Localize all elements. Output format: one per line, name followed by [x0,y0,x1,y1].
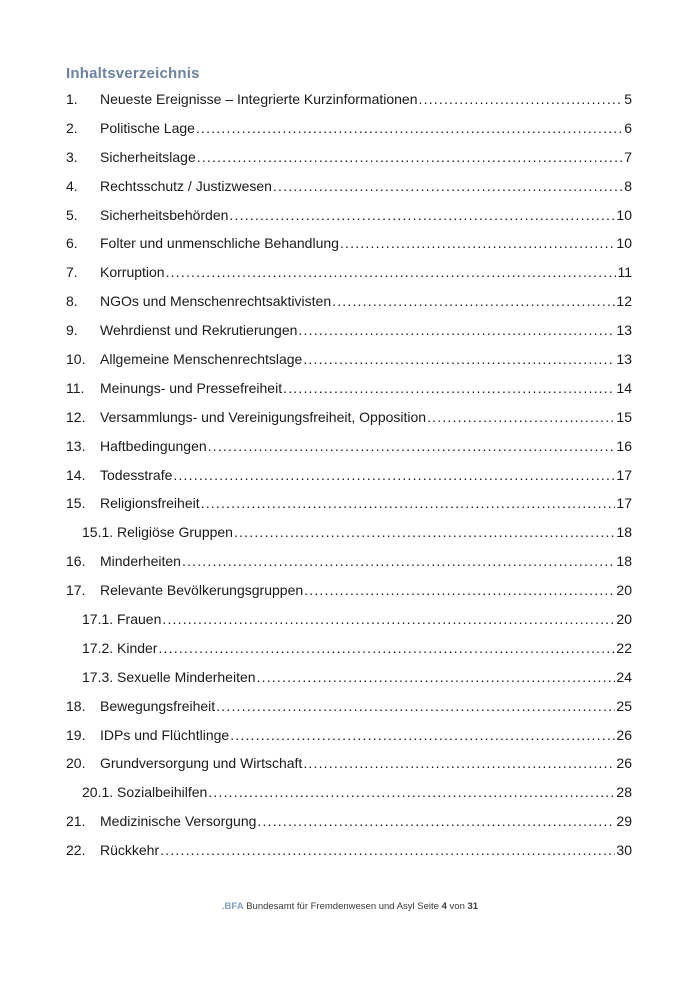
toc-row[interactable] [66,229,632,258]
toc-row[interactable] [66,749,632,778]
toc-row[interactable] [66,143,632,172]
toc-item-page: 26 [616,726,632,743]
toc-item-label: Rechtsschutz / Justizwesen [100,177,272,194]
toc-item-label: IDPs und Flüchtlinge [100,726,230,743]
toc-row[interactable] [66,172,632,201]
toc-item-number: 17. [66,582,86,599]
toc-item-number: 20.1. [82,784,114,801]
footer-org-text: Bundesamt für Fremdenwesen und Asyl [246,901,415,912]
bfa-logo-text: .BFA [221,901,244,912]
toc-item-page: 13 [616,351,632,368]
toc-item-label: Korruption [100,264,165,281]
toc-item-page: 20 [616,611,632,628]
toc-item-number: 7. [66,264,78,281]
footer-of-label: von [449,901,465,912]
toc-item-label: Meinungs- und Pressefreiheit [100,379,283,396]
toc-row[interactable] [66,634,632,663]
toc-dot-leader [234,518,615,547]
toc-dot-leader [182,547,615,576]
toc-dot-leader [340,229,615,258]
toc-row[interactable] [66,403,632,432]
toc-dot-leader [283,374,615,403]
toc-row[interactable] [66,461,632,490]
toc-item-label: Folter und unmenschliche Behandlung [100,235,339,252]
toc-list [66,85,632,865]
toc-item-page: 18 [616,524,632,541]
toc-dot-leader [427,403,615,432]
toc-item-number: 16. [66,553,86,570]
toc-item-label: Bewegungsfreiheit [100,697,216,714]
toc-row[interactable] [66,836,632,865]
toc-dot-leader [197,143,623,172]
toc-item-page: 12 [616,293,632,310]
toc-item-page: 6 [624,119,632,136]
toc-row[interactable] [66,432,632,461]
toc-item-page: 13 [616,322,632,339]
toc-item-label: Politische Lage [100,119,195,136]
toc-item-number: 5. [66,206,78,223]
toc-dot-leader [160,836,615,865]
toc-dot-leader [257,807,615,836]
toc-item-page: 28 [616,784,632,801]
toc-item-number: 4. [66,177,78,194]
toc-item-label: Sexuelle Minderheiten [117,668,256,685]
toc-row[interactable] [66,605,632,634]
toc-row[interactable] [66,663,632,692]
toc-item-page: 5 [624,91,632,107]
toc-row[interactable] [66,345,632,374]
toc-item-number: 11. [66,379,85,396]
toc-dot-leader [230,721,615,750]
toc-item-page: 14 [616,379,632,396]
toc-item-number: 15. [66,495,86,512]
toc-row[interactable] [66,85,632,114]
footer-page-label: Seite [417,901,439,912]
toc-item-page: 15 [616,408,632,425]
toc-item-label: Versammlungs- und Vereinigungsfreiheit, Opposition [100,408,427,425]
toc-dot-leader [173,461,615,490]
toc-dot-leader [257,663,616,692]
toc-dot-leader [273,172,623,201]
toc-dot-leader [216,692,615,721]
toc-row[interactable] [66,807,632,836]
toc-dot-leader [208,778,615,807]
toc-item-number: 21. [66,813,86,830]
toc-item-number: 15.1. [82,524,114,541]
toc-item-label: Minderheiten [100,553,181,570]
toc-row[interactable] [66,778,632,807]
footer-page-total: 31 [467,901,479,912]
toc-item-number: 20. [66,755,86,772]
toc-row[interactable] [66,721,632,750]
toc-dot-leader [158,634,615,663]
toc-item-page: 8 [624,177,632,194]
toc-item-number: 17.3. [82,668,114,685]
toc-item-label: Religionsfreiheit [100,495,200,512]
toc-row[interactable] [66,258,632,287]
toc-item-label: Wehrdienst und Rekrutierungen [100,322,298,339]
toc-item-page: 10 [616,206,632,223]
toc-item-page: 10 [616,235,632,252]
toc-row[interactable] [66,201,632,230]
toc-item-page: 29 [616,813,632,830]
toc-item-number: 19. [66,726,86,743]
toc-item-number: 6. [66,235,78,252]
toc-item-label: Sicherheitsbehörden [100,206,229,223]
toc-dot-leader [304,576,615,605]
toc-item-label: Frauen [117,611,162,628]
toc-item-number: 2. [66,119,78,136]
toc-row[interactable] [66,547,632,576]
toc-item-number: 12. [66,408,86,425]
toc-dot-leader [166,258,617,287]
toc-item-number: 3. [66,148,78,165]
toc-item-label: Haftbedingungen [100,437,207,454]
toc-item-page: 18 [616,553,632,570]
toc-item-label: Sicherheitslage [100,148,196,165]
toc-item-label: Religiöse Gruppen [117,524,233,541]
toc-item-page: 11 [617,264,632,281]
toc-item-number: 1. [66,91,78,107]
toc-dot-leader [201,489,616,518]
toc-dot-leader [303,345,615,374]
toc-item-number: 8. [66,293,78,310]
toc-item-page: 30 [616,842,632,859]
toc-item-page: 25 [616,697,632,714]
toc-item-number: 18. [66,697,86,714]
toc-item-number: 17.1. [82,611,114,628]
toc-row[interactable] [66,692,632,721]
toc-row[interactable] [66,316,632,345]
page-footer [0,901,700,912]
toc-heading: Inhaltsverzeichnis [66,65,200,82]
toc-item-page: 16 [616,437,632,454]
toc-item-page: 24 [616,668,632,685]
footer-page-current: 4 [441,901,447,912]
toc-item-page: 26 [616,755,632,772]
toc-item-label: Relevante Bevölkerungsgruppen [100,582,304,599]
toc-dot-leader [298,316,615,345]
toc-dot-leader [419,85,624,114]
toc-item-page: 22 [616,639,632,656]
toc-row[interactable] [66,518,632,547]
toc-item-number: 9. [66,322,78,339]
toc-row[interactable] [66,287,632,316]
toc-item-label: Rückkehr [100,842,160,859]
toc-item-page: 17 [616,466,632,483]
toc-row[interactable] [66,576,632,605]
toc-item-label: Sozialbeihilfen [117,784,208,801]
toc-item-label: Todesstrafe [100,466,173,483]
toc-dot-leader [303,749,615,778]
toc-dot-leader [332,287,615,316]
toc-item-number: 10. [66,351,86,368]
toc-item-label: Grundversorgung und Wirtschaft [100,755,303,772]
toc-item-number: 14. [66,466,86,483]
toc-dot-leader [208,432,616,461]
toc-item-label: NGOs und Menschenrechtsaktivisten [100,293,332,310]
toc-item-number: 22. [66,842,86,859]
toc-item-label: Allgemeine Menschenrechtslage [100,351,303,368]
toc-dot-leader [162,605,615,634]
toc-item-number: 17.2. [82,639,114,656]
toc-item-number: 13. [66,437,86,454]
toc-item-label: Neueste Ereignisse – Integrierte Kurzinformationen [100,91,418,107]
toc-item-label: Medizinische Versorgung [100,813,257,830]
toc-row[interactable] [66,114,632,143]
toc-item-page: 17 [616,495,632,512]
toc-item-label: Kinder [117,639,158,656]
toc-item-page: 20 [616,582,632,599]
toc-dot-leader [196,114,623,143]
toc-row[interactable] [66,489,632,518]
toc-row[interactable] [66,374,632,403]
toc-item-page: 7 [624,148,632,165]
toc-dot-leader [229,201,615,230]
